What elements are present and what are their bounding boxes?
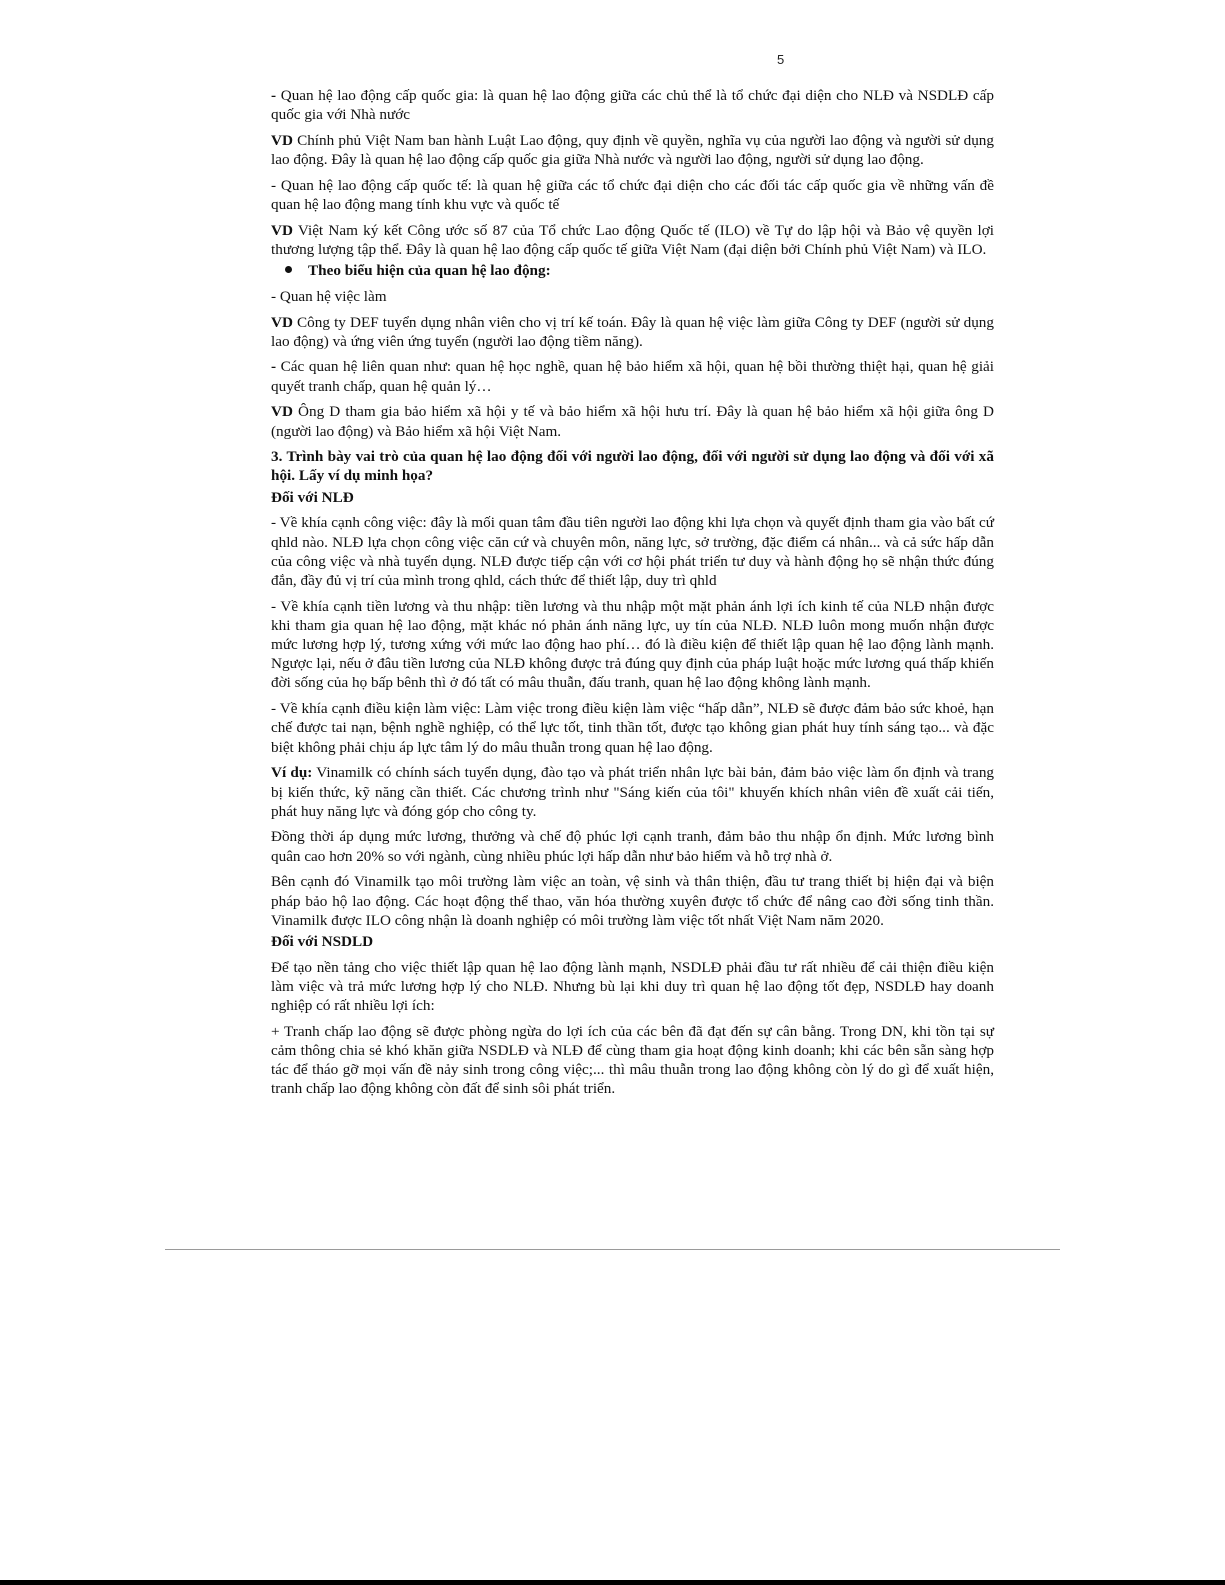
paragraph-example-international	[271, 221, 994, 259]
dash-marker: -	[271, 358, 277, 376]
paragraph-text: Các quan hệ liên quan như: quan hệ học nghề, quan hệ bảo hiểm xã hội, quan hệ bồi thường thiệt hại, quan hệ giải quyết tranh chấp, quan hệ quản lý…	[271, 358, 994, 395]
page-divider	[165, 1249, 1060, 1250]
paragraph-dispute-prevention: + Tranh chấp lao động sẽ được phòng ngừa do lợi ích của các bên đã đạt đến sự cân bằng. Trong DN, khi tồn tại sự cảm thông chia sẻ khó khăn giữa NSDLĐ và NLĐ để cùng tham gia hoạt động kinh doanh; khi các bên sẵn sàng hợp tác để tháo gỡ mọi vấn đề nảy sinh trong công việc;... thì mâu thuẫn trong lao động không còn lý do gì để xuất hiện, tranh chấp lao động không còn đất để sinh sôi phát triển.	[271, 1022, 994, 1098]
paragraph-text: Công ty DEF tuyển dụng nhân viên cho vị trí kế toán. Đây là quan hệ việc làm giữa Công ty DEF (người sử dụng lao động) và ứng viên ứng tuyển (người lao động tiềm năng).	[271, 313, 994, 350]
paragraph-text: Chính phủ Việt Nam ban hành Luật Lao động, quy định về quyền, nghĩa vụ của người lao động và người sử dụng lao động. Đây là quan hệ lao động cấp quốc gia giữa Nhà nước và người lao động, người sử dụng lao động.	[271, 131, 994, 169]
bullet-dot-icon	[285, 266, 292, 273]
paragraph-vinamilk-environment: Bên cạnh đó Vinamilk tạo môi trường làm việc an toàn, vệ sinh và thân thiện, đầu tư trang thiết bị hiện đại và biện pháp bảo hộ lao động. Các hoạt động thể thao, văn hóa thường xuyên được tổ chức để nâng cao đời sống tinh thần. Vinamilk được ILO công nhận là doanh nghiệp có môi trường làm việc tốt nhất Việt Nam năm 2020.	[271, 873, 994, 929]
section-heading-nsdld: Đối với NSDLD	[271, 932, 374, 950]
section-heading-nld: Đối với NLĐ	[271, 488, 354, 506]
example-label: VD	[271, 403, 293, 421]
paragraph-example-employment	[271, 313, 994, 351]
paragraph-job-aspect: - Về khía cạnh công việc: đây là mối quan tâm đầu tiên người lao động khi lựa chọn và quyết định tham gia vào bất cứ qhld nào. NLĐ lựa chọn công việc căn cứ và chuyên môn, năng lực, sở trường, đặc điểm cá nhân... và cả sức hấp dẫn của công việc và nhà tuyển dụng. NLĐ được tiếp cận với cơ hội phát triển tư duy và hành động họ sẽ nhận thức đúng đắn, đầy đủ vị trí của mình trong qhld, cách thức để thiết lập, duy trì qhld	[271, 514, 994, 589]
paragraph-text: Vinamilk có chính sách tuyển dụng, đào tạo và phát triển nhân lực bài bản, đảm bảo việc làm ổn định và trang bị kiến thức, kỹ năng cần thiết. Các chương trình như "Sáng kiến của tôi" khuyến khích nhân viên đề xuất cải tiến, phát huy năng lực và đóng góp cho công ty.	[271, 764, 995, 820]
bullet-heading: Theo biểu hiện của quan hệ lao động:	[308, 262, 551, 280]
bullet-item	[271, 261, 994, 280]
paragraph-example-national	[271, 131, 994, 169]
paragraph-example-vinamilk	[271, 763, 994, 821]
question-heading: 3. Trình bày vai trò của quan hệ lao động đối với người lao động, đối với người sử dụng lao động và đối với xã hội. Lấy ví dụ minh họa?	[271, 448, 994, 485]
paragraph-employer-intro: Để tạo nền tảng cho việc thiết lập quan hệ lao động lành mạnh, NSDLĐ phải đầu tư rất nhiều để cải thiện điều kiện làm việc và trả mức lương hợp lý cho NLĐ. Nhưng bù lại khi duy trì quan hệ lao động tốt đẹp, NSDLĐ hay doanh nghiệp có rất nhiều lợi ích:	[271, 958, 994, 1015]
paragraph-employment-relation: - Quan hệ việc làm	[271, 287, 387, 305]
paragraph-example-insurance	[271, 402, 994, 440]
example-label: Ví dụ:	[271, 764, 313, 782]
page-number: 5	[777, 52, 785, 67]
dash-marker: -	[271, 87, 277, 104]
paragraph-related-relations	[271, 357, 994, 395]
example-label: VD	[271, 131, 293, 149]
paragraph-international-relation: - Quan hệ lao động cấp quốc tế: là quan hệ giữa các tổ chức đại diện cho các đối tác cấp quốc gia về những vấn đề quan hệ lao động mang tính khu vực và quốc tế	[271, 176, 994, 214]
paragraph-national-relation	[271, 86, 994, 124]
document-body	[271, 86, 994, 1105]
paragraph-vinamilk-salary: Đồng thời áp dụng mức lương, thưởng và chế độ phúc lợi cạnh tranh, đảm bảo thu nhập ổn định. Mức lương bình quân cao hơn 20% so với ngành, cùng nhiều phúc lợi hấp dẫn như bảo hiểm và hỗ trợ nhà ở.	[271, 828, 994, 865]
paragraph-text: Việt Nam ký kết Công ước số 87 của Tổ chức Lao động Quốc tế (ILO) về Tự do lập hội và Bảo vệ quyền lợi thương lượng tập thể. Đây là quan hệ lao động cấp quốc tế giữa Việt Nam (đại diện bởi Chính phủ Việt Nam) và ILO.	[271, 221, 994, 258]
paragraph-salary-aspect: - Về khía cạnh tiền lương và thu nhập: tiền lương và thu nhập một mặt phản ánh lợi ích kinh tế của NLĐ nhận được khi tham gia quan hệ lao động, mặt khác nó phản ánh năng lực, uy tín của NLĐ. NLĐ luôn mong muốn nhận được mức lương hợp lý, tương xứng với mức lao động hao phí… đó là điều kiện để thiết lập quan hệ lao động lành mạnh. Ngược lại, nếu ở đâu tiền lương của NLĐ không được trả đúng quy định của pháp luật hoặc mức lương quá thấp khiến đời sống của họ bấp bênh thì ở đó tất có mâu thuẫn, đấu tranh, quan hệ lao động không lành mạnh.	[271, 597, 994, 692]
example-label: VD	[271, 221, 293, 239]
paragraph-text: Quan hệ lao động cấp quốc gia: là quan hệ lao động giữa các chủ thể là tổ chức đại diện cho NLĐ và NSDLĐ cấp quốc gia với Nhà nước	[271, 87, 994, 124]
example-label: VD	[271, 313, 293, 331]
paragraph-text: Ông D tham gia bảo hiểm xã hội y tế và bảo hiểm xã hội hưu trí. Đây là quan hệ bảo hiểm xã hội giữa ông D (người lao động) và Bảo hiểm xã hội Việt Nam.	[271, 403, 994, 440]
paragraph-conditions-aspect: - Về khía cạnh điều kiện làm việc: Làm việc trong điều kiện làm việc “hấp dẫn”, NLĐ sẽ được đảm bảo sức khoẻ, hạn chế được tai nạn, bệnh nghề nghiệp, có thể lực tốt, tinh thần tốt, được tạo không gian phát huy tính sáng tạo... và đặc biệt không phải chịu áp lực tâm lý do mâu thuẫn trong quan hệ lao động.	[271, 700, 994, 756]
bottom-edge-bar	[0, 1580, 1225, 1585]
